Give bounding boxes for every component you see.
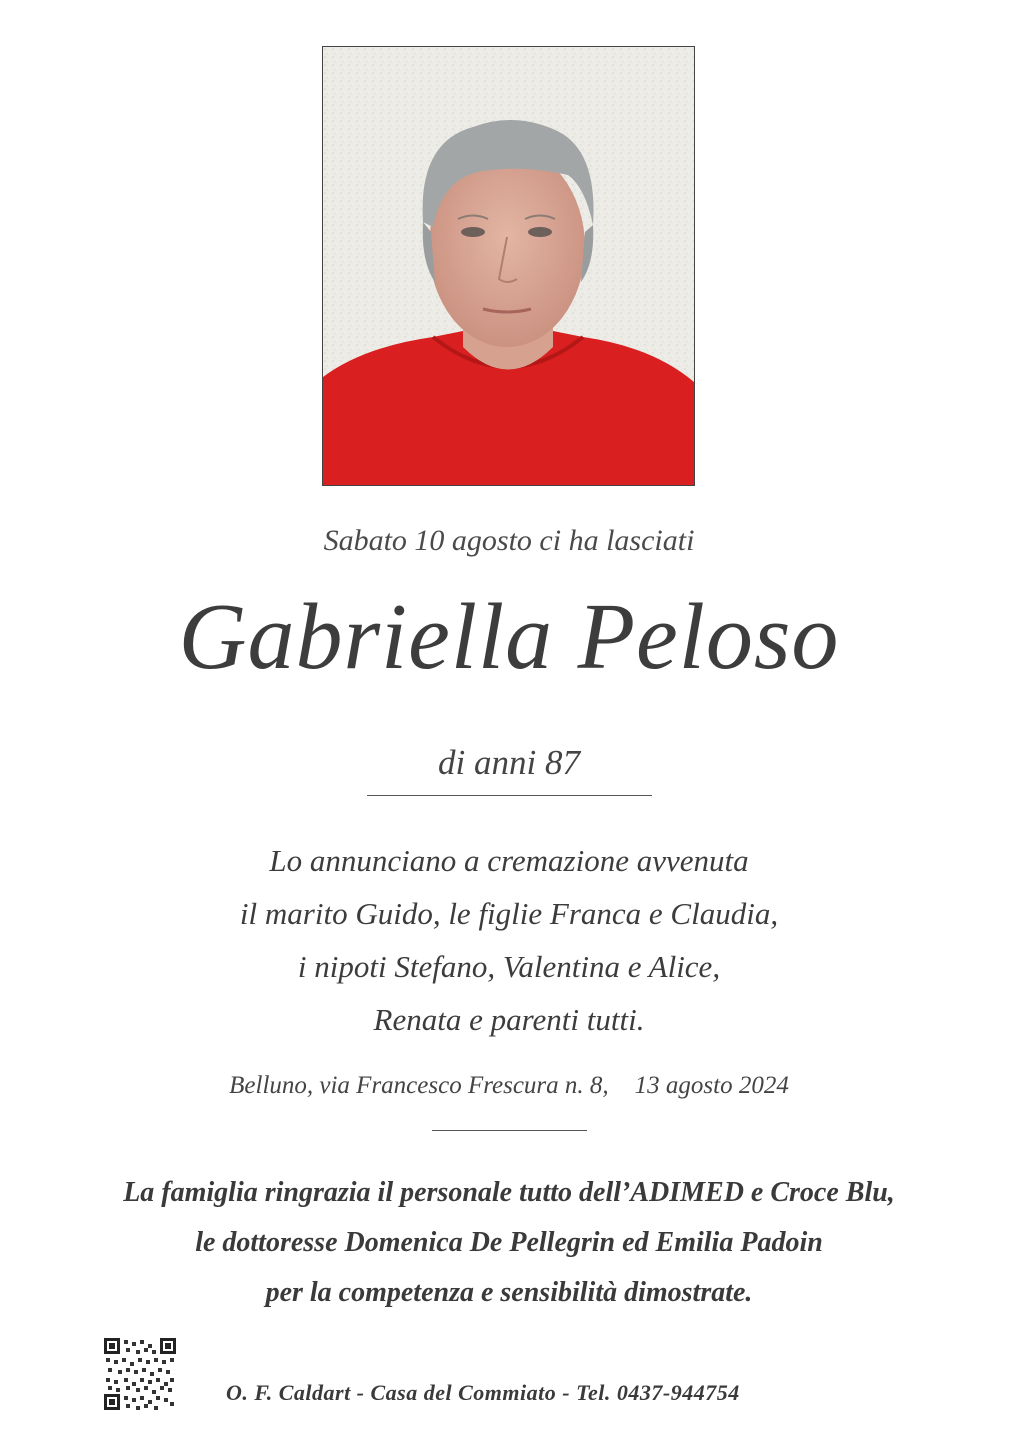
qr-code-icon bbox=[104, 1338, 176, 1410]
announcement bbox=[0, 834, 1018, 1046]
divider bbox=[367, 795, 652, 796]
qr-code-icon[interactable] bbox=[104, 1338, 176, 1410]
portrait-image bbox=[323, 47, 694, 485]
funeral-date: 13 agosto 2024 bbox=[634, 1072, 789, 1099]
age-line: di anni 87 bbox=[438, 743, 580, 782]
thanks-message bbox=[0, 1168, 1018, 1318]
divider bbox=[432, 1130, 587, 1131]
death-date-line: Sabato 10 agosto ci ha lasciati bbox=[323, 524, 695, 557]
announcement-line: Lo annunciano a cremazione avvenuta bbox=[269, 843, 749, 878]
announcement-line: Renata e parenti tutti. bbox=[373, 1002, 645, 1037]
announcement-line: i nipoti Stefano, Valentina e Alice, bbox=[297, 949, 721, 984]
announcement-line: il marito Guido, le figlie Franca e Claudia, bbox=[239, 896, 779, 931]
thanks-line: le dottoresse Domenica De Pellegrin ed Emilia Padoin bbox=[195, 1227, 823, 1258]
deceased-name: Gabriella Peloso bbox=[178, 585, 840, 689]
funeral-agency-info: O. F. Caldart - Casa del Commiato - Tel. 0437-944754 bbox=[226, 1380, 740, 1405]
thanks-line: per la competenza e sensibilità dimostrate. bbox=[265, 1277, 753, 1308]
thanks-line: La famiglia ringrazia il personale tutto dell’ADIMED e Croce Blu, bbox=[123, 1177, 895, 1208]
address-date-line bbox=[0, 1072, 1018, 1100]
portrait-photo bbox=[322, 46, 695, 486]
address: Belluno, via Francesco Frescura n. 8, bbox=[229, 1072, 609, 1099]
